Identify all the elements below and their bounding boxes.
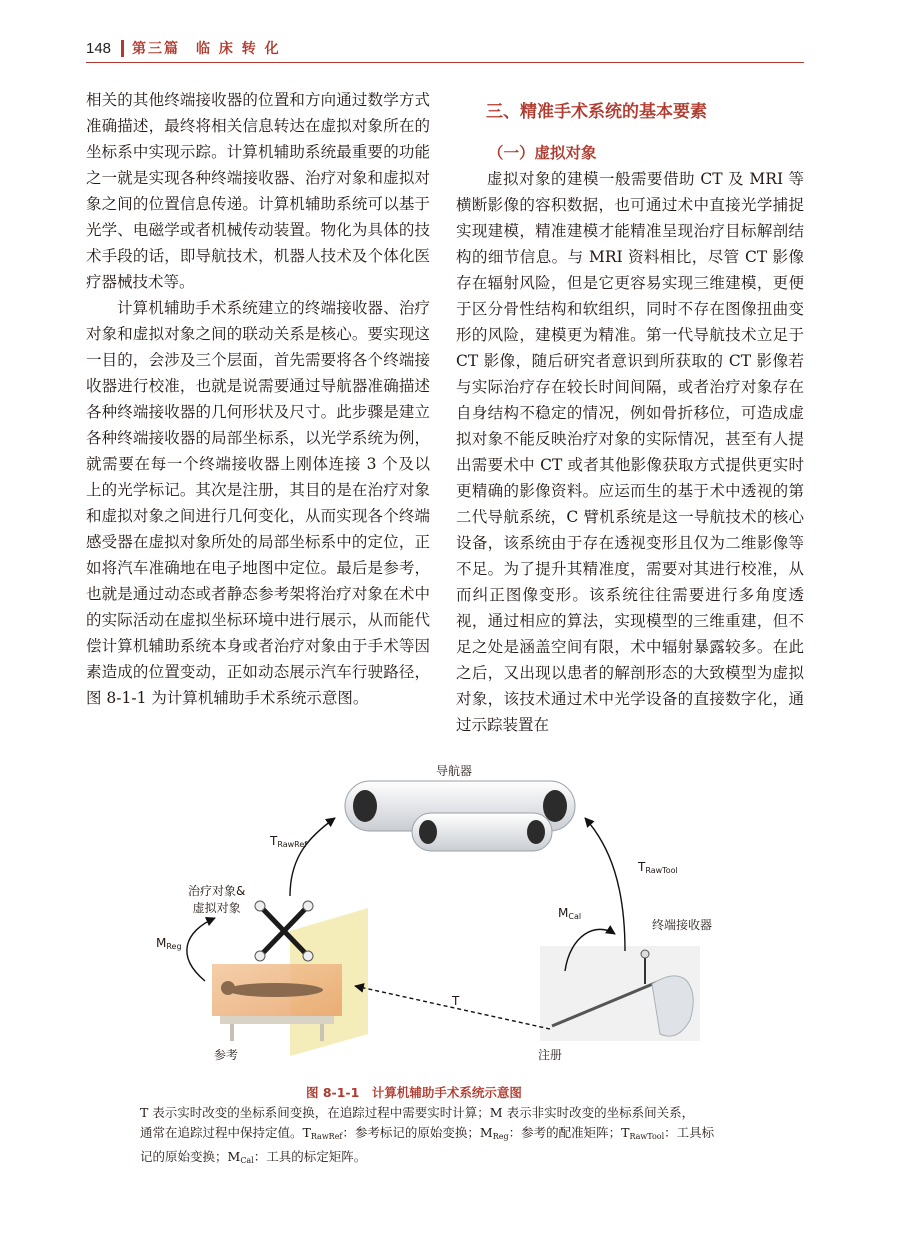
m-reg-subscript: Reg xyxy=(166,942,182,951)
label-t-rawref xyxy=(270,834,307,849)
diagram-graphic xyxy=(140,756,740,1076)
t-rawtool-subscript: RawTool xyxy=(645,866,678,875)
label-m-reg xyxy=(156,936,182,951)
paragraph: 计算机辅助手术系统建立的终端接收器、治疗对象和虚拟对象之间的联动关系是核心。要实现这一目的，会涉及三个层面，首先需要将各个终端接收器进行校准，也就是说需要通过导航器准确描述各种终端接收器的几何形状及尺寸。此步骤是建立各种终端接收器的局部坐标系，以光学系统为例，就需要在每一个终端接收器上刚体连接 3 个及以上的光学标记。其次是注册，其目的是在治疗对象和虚拟对象之间进行几何变化，从而实现各个终端感受器在虚拟对象所处的局部坐标系中的定位，正如将汽车准确地在电子地图中定位。最后是参考，也就是通过动态或者静态参考架将治疗对象在术中的实际活动在虚拟坐标环境中进行展示，从而能代偿计算机辅助系统本身或者治疗对象由于手术等因素造成的位置变动，正如动态展示汽车行驶路径，图 8-1-1 为计算机辅助手术系统示意图。 xyxy=(86,299,430,707)
page-number: 148 xyxy=(86,39,112,57)
t-rawref-arrow xyxy=(290,818,335,896)
label-terminal: 终端接收器 xyxy=(652,918,713,932)
note-subscript: RawTool xyxy=(629,1132,665,1141)
label-t-rawtool xyxy=(638,860,678,875)
label-m-cal xyxy=(558,906,581,921)
m-reg-symbol: M xyxy=(156,936,167,950)
m-cal-subscript: Cal xyxy=(568,912,582,921)
header-divider xyxy=(121,40,124,57)
note-line xyxy=(140,1123,760,1147)
label-reference: 参考 xyxy=(214,1048,239,1062)
note-line: T 表示实时改变的坐标系间变换，在追踪过程中需要实时计算；M 表示非实时改变的坐标系间关系， xyxy=(140,1105,695,1120)
note-subscript: Reg xyxy=(492,1132,509,1141)
note-subscript: Cal xyxy=(240,1156,254,1165)
t-rawref-subscript: RawRef xyxy=(277,840,308,849)
label-registration: 注册 xyxy=(538,1048,563,1062)
label-patient xyxy=(188,882,245,916)
paragraph: 相关的其他终端接收器的位置和方向通过数学方式准确描述，最终将相关信息转达在虚拟对象所在的坐标系中实现示踪。计算机辅助系统最重要的功能之一就是实现各种终端接收器、治疗对象和虚拟对象之间的位置信息传递。计算机辅助系统可以基于光学、电磁学或者机械传动装置。物化为具体的技术手段的话，即导航技术，机器人技术及个体化医疗器械技术等。 xyxy=(86,91,430,291)
m-cal-symbol: M xyxy=(558,906,569,920)
label-patient-line1: 治疗对象& xyxy=(188,884,246,898)
t-rawref-symbol: T xyxy=(270,834,278,848)
figure-caption: 图 8-1-1 计算机辅助手术系统示意图 xyxy=(306,1085,522,1100)
terminal-receiver-scene xyxy=(540,946,700,1041)
note-text: ：工具的标定矩阵。 xyxy=(253,1149,367,1164)
system-diagram xyxy=(140,756,740,1076)
figure-note xyxy=(140,1103,760,1171)
header-rule xyxy=(86,62,804,63)
right-column xyxy=(456,100,804,738)
section-title: 三、精准手术系统的基本要素 xyxy=(486,102,707,122)
note-text: 记的原始变换；M xyxy=(140,1149,241,1164)
left-column xyxy=(86,87,430,711)
navigator-camera-small xyxy=(412,813,552,851)
note-text: 通常在追踪过程中保持定值。T xyxy=(140,1125,311,1140)
note-subscript: RawRef xyxy=(310,1132,343,1141)
m-reg-arrow xyxy=(187,918,215,981)
label-patient-line2: 虚拟对象 xyxy=(192,901,241,915)
label-t: T xyxy=(452,994,460,1008)
note-text: ：工具标 xyxy=(664,1125,715,1140)
page-header xyxy=(86,36,281,60)
note-text: ：参考的配准矩阵；T xyxy=(508,1125,630,1140)
note-line xyxy=(140,1147,760,1171)
part-title: 第三篇 临 床 转 化 xyxy=(132,41,281,57)
reference-scene xyxy=(212,901,368,1056)
subsection-title: （一）虚拟对象 xyxy=(488,144,597,162)
note-text: ：参考标记的原始变换；M xyxy=(342,1125,493,1140)
t-rawtool-symbol: T xyxy=(638,860,646,874)
label-navigator: 导航器 xyxy=(436,764,473,778)
paragraph: 虚拟对象的建模一般需要借助 CT 及 MRI 等横断影像的容积数据，也可通过术中直接光学捕捉实现建模，精准建模才能精准呈现治疗目标解剖结构的细节信息。与 MRI 资料相比，尽管 CT 影像存在辐射风险，但是它更容易实现三维建模，更便于区分骨性结构和软组织，同时不存在图像扭曲变形的风险，建模更为精准。第一代导航技术立足于 CT 影像，随后研究者意识到所获取的 CT 影像若与实际治疗存在较长时间间隔，或者治疗对象存在自身结构不稳定的情况，例如骨折移位，可造成虚拟对象不能反映治疗对象的实际情况，甚至有人提出需要术中 CT 或者其他影像获取方式提供更实时更精确的影像资料。应运而生的基于术中透视的第二代导航系统，C 臂机系统是这一导航技术的核心设备，该系统由于存在透视变形且仅为二维影像等不足。为了提升其精准度，需要对其进行校准，从而纠正图像变形。该系统往往需要进行多角度透视，通过相应的算法，实现模型的三维重建，但不足之处是涵盖空间有限，术中辐射暴露较多。在此之后，又出现以患者的解剖形态的大致模型为虚拟对象，该技术通过术中光学设备的直接数字化，通过示踪装置在 xyxy=(456,170,804,734)
